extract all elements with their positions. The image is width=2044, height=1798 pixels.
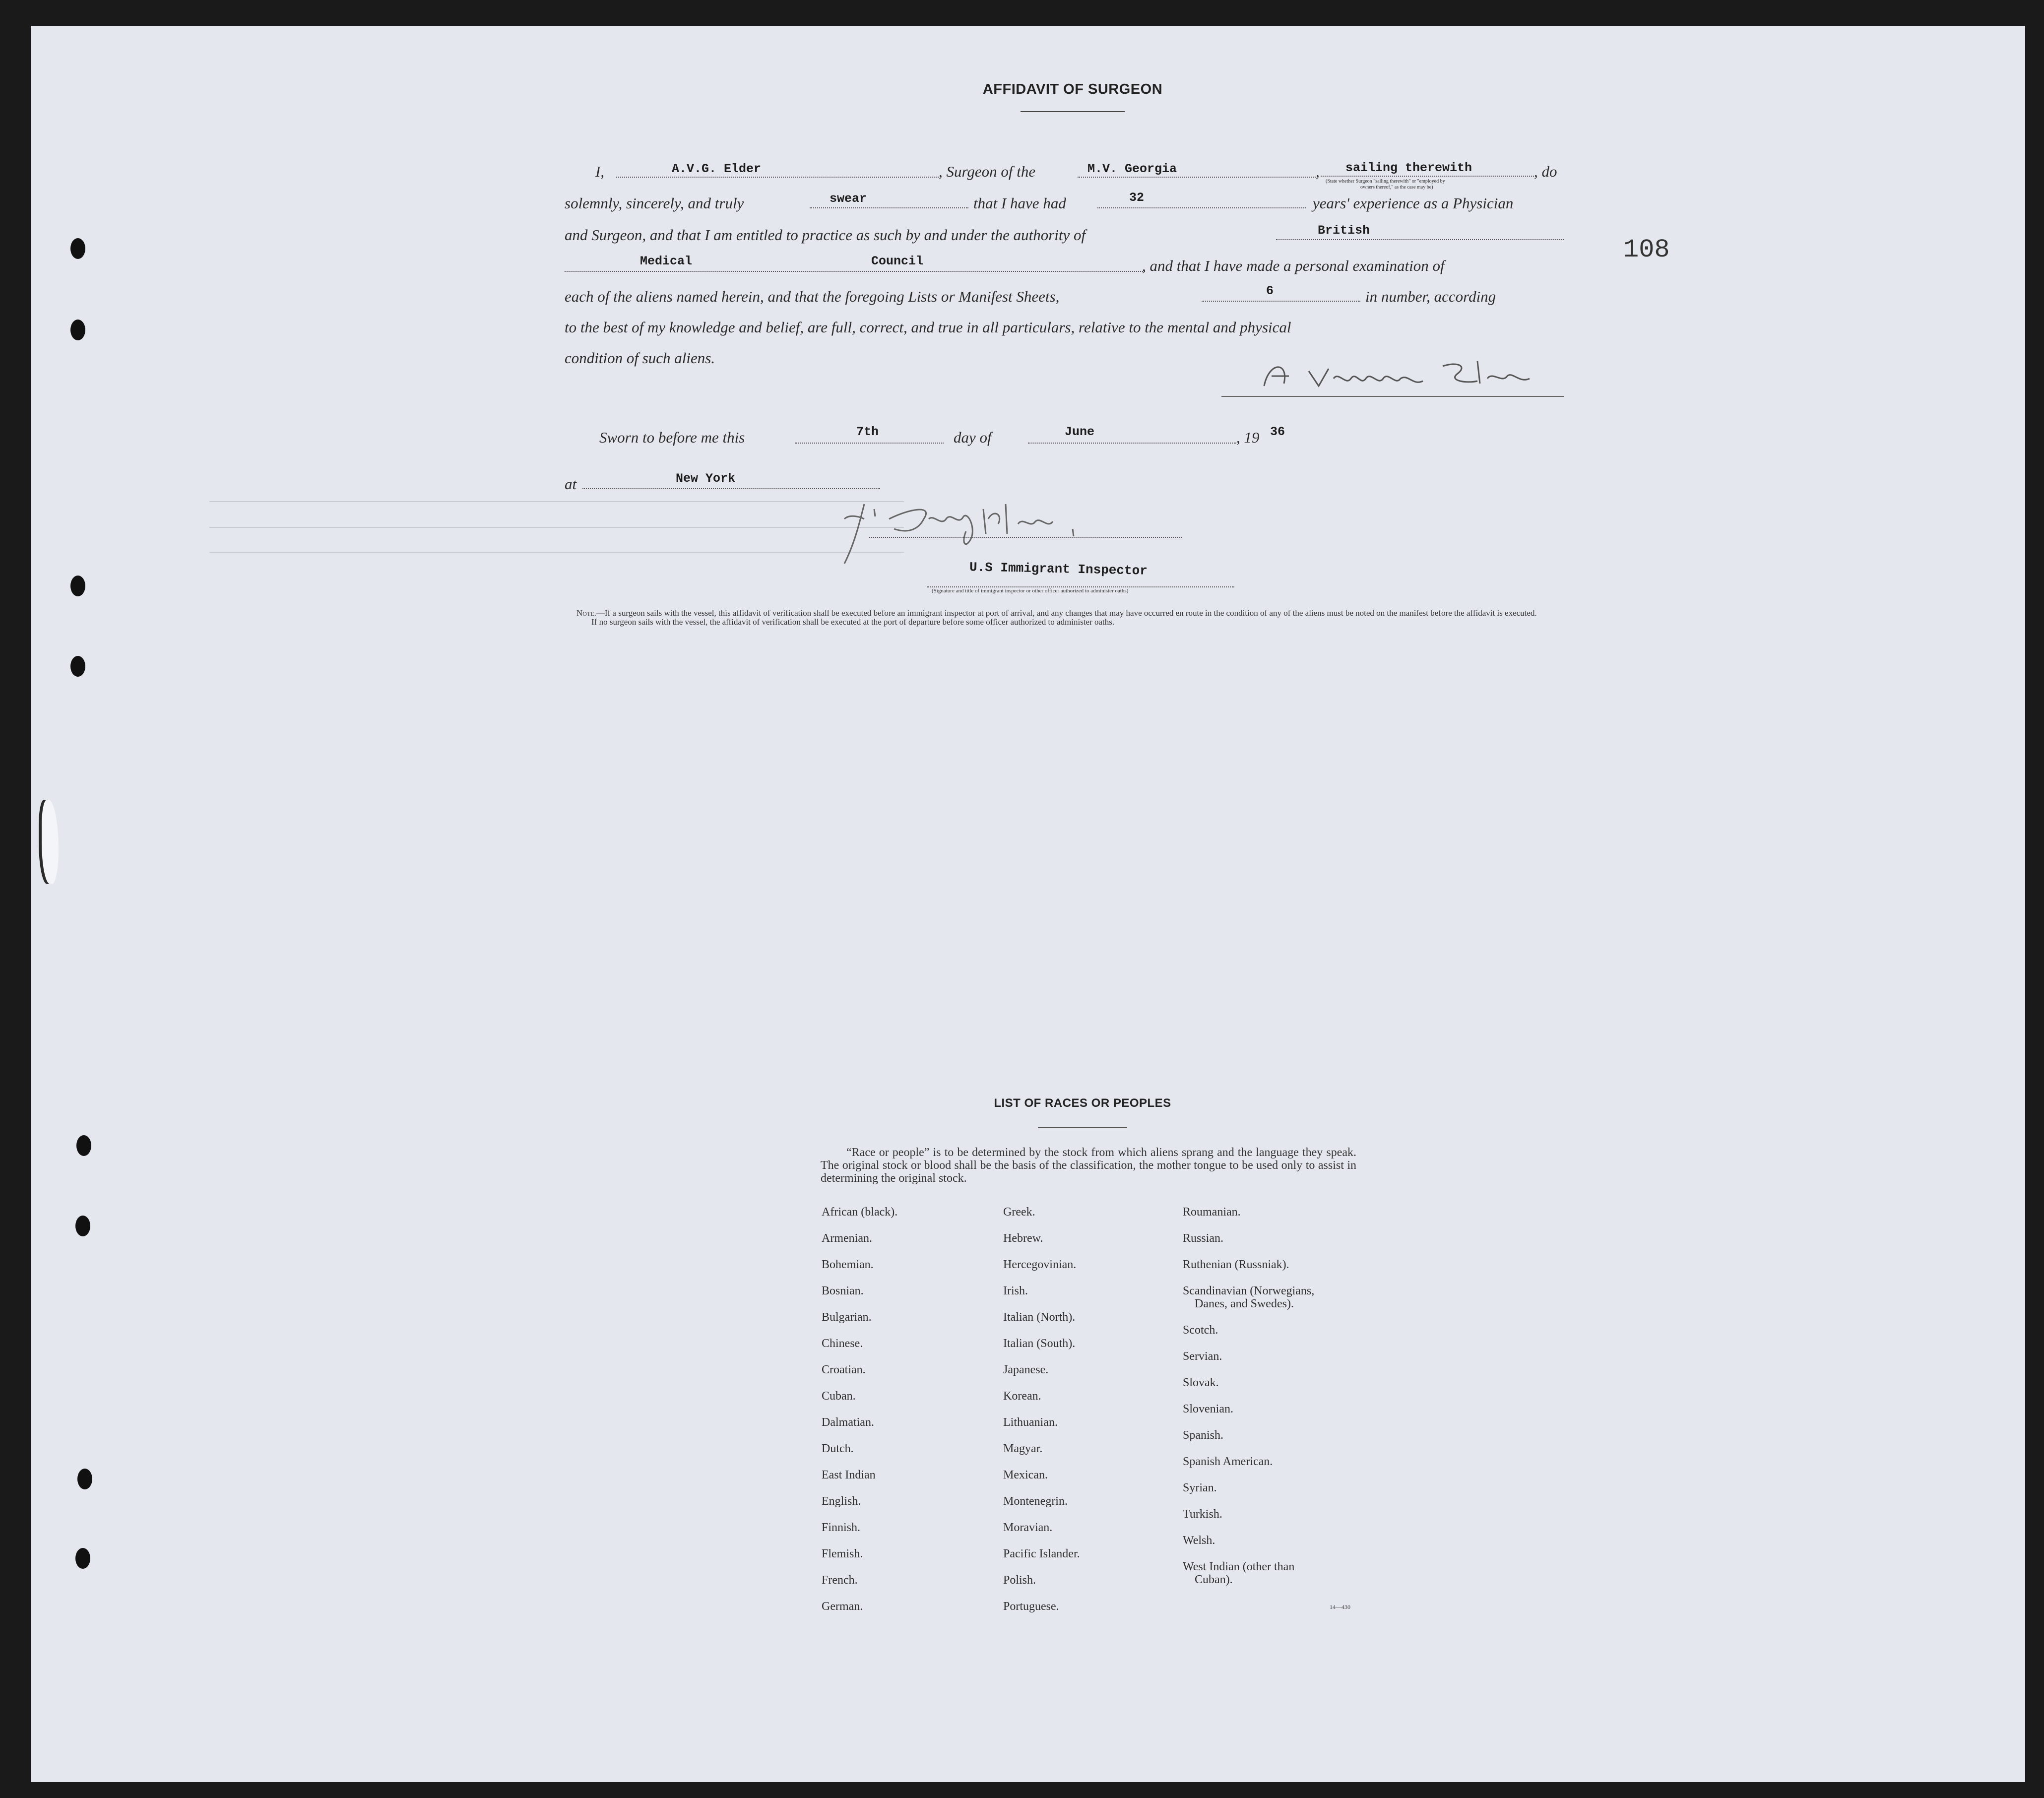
race-item: French. (822, 1574, 858, 1587)
race-item: Montenegrin. (1003, 1495, 1068, 1508)
race-item: Finnish. (822, 1521, 861, 1534)
sworn-place: New York (676, 471, 736, 486)
race-item: African (black). (822, 1206, 898, 1219)
oath-word: swear (830, 192, 867, 206)
form-code: 14—430 (1330, 1604, 1350, 1610)
paper-tear (42, 800, 59, 884)
surgeon-name-line (616, 177, 939, 178)
line1-comma: , (1316, 163, 1320, 180)
race-item: Chinese. (822, 1337, 863, 1350)
years-experience: 32 (1129, 191, 1145, 205)
race-item: East Indian (822, 1469, 876, 1481)
surgeon-signature (1259, 356, 1537, 396)
race-item: Lithuanian. (1003, 1416, 1058, 1429)
race-item: German. (822, 1600, 863, 1613)
line1-prefix: I, (595, 163, 605, 180)
race-item: Moravian. (1003, 1521, 1053, 1534)
line1-mid: , Surgeon of the (939, 163, 1036, 180)
race-item: Bosnian. (822, 1284, 864, 1297)
punch-hole (75, 1216, 90, 1236)
note-label: Note. (576, 608, 596, 618)
line5-suffix: in number, according (1365, 288, 1496, 305)
race-item: Slovak. (1183, 1376, 1219, 1389)
punch-hole (70, 238, 85, 259)
race-item: Irish. (1003, 1284, 1028, 1297)
line2-suffix: years' experience as a Physician (1313, 194, 1514, 212)
bleed-line (209, 527, 904, 528)
line7-text: condition of such aliens. (565, 349, 715, 367)
race-item: Greek. (1003, 1206, 1035, 1219)
race-item: Bohemian. (822, 1258, 874, 1271)
status-line (1321, 176, 1534, 177)
race-item: Hercegovinian. (1003, 1258, 1077, 1271)
page-number: 108 (1623, 235, 1670, 264)
race-item: Italian (South). (1003, 1337, 1076, 1350)
oath-line (810, 207, 968, 208)
line3-text: and Surgeon, and that I am entitled to practice as such by and under the authority of (565, 226, 1086, 244)
races-intro: “Race or people” is to be determined by the stock from which aliens sprang and the language they speak. The original stock or blood shall be the basis of the classification, the mother tongue to be used only to assist in determining the original stock. (821, 1146, 1356, 1185)
race-item: Mexican. (1003, 1469, 1048, 1481)
race-item: Bulgarian. (822, 1311, 872, 1324)
race-item: Slovenian. (1183, 1403, 1233, 1415)
race-item: Croatian. (822, 1363, 866, 1376)
surgeon-name: A.V.G. Elder (672, 162, 762, 176)
vessel-line (1078, 177, 1316, 178)
race-item: Portuguese. (1003, 1600, 1059, 1613)
note-para-1: —If a surgeon sails with the vessel, this affidavit of verification shall be executed before an immigrant inspector at port of arrival, and any changes that may have occurred en route in the condition of any of the aliens must be noted on the manifest before the affidavit is executed. (596, 608, 1537, 618)
years-line (1097, 207, 1306, 208)
bleed-line (209, 501, 904, 502)
vessel-name: M.V. Georgia (1087, 162, 1177, 176)
line1-suffix: , do (1534, 163, 1557, 180)
punch-hole (76, 1135, 91, 1156)
race-item: Korean. (1003, 1390, 1041, 1403)
punch-hole (75, 1548, 90, 1569)
race-item: Spanish. (1183, 1429, 1224, 1442)
sworn-year: 36 (1270, 425, 1285, 439)
surgeon-signature-line (1221, 396, 1564, 397)
day-line (795, 443, 944, 444)
inspector-signature (834, 489, 1152, 569)
sworn-day-word: day of (954, 429, 992, 446)
authority-part2b: Council (871, 254, 924, 268)
race-item: Hebrew. (1003, 1232, 1043, 1245)
line5-prefix: each of the aliens named herein, and that the foregoing Lists or Manifest Sheets, (565, 288, 1060, 305)
line2-prefix: solemnly, sincerely, and truly (565, 194, 744, 212)
authority-part2a: Medical (640, 254, 693, 268)
race-item: English. (822, 1495, 861, 1508)
race-item: Cuban. (822, 1390, 856, 1403)
affidavit-title: AFFIDAVIT OF SURGEON (982, 81, 1163, 97)
sheets-line (1202, 301, 1360, 302)
punch-hole (70, 656, 85, 677)
race-item: Turkish. (1183, 1508, 1222, 1521)
race-item: Roumanian. (1183, 1206, 1241, 1219)
race-item: Flemish. (822, 1547, 863, 1560)
bleed-line (209, 552, 904, 553)
line2-mid: that I have had (973, 194, 1066, 212)
sworn-prefix: Sworn to before me this (599, 429, 745, 446)
surgeon-status: sailing therewith (1345, 161, 1472, 175)
race-item: Ruthenian (Russniak). (1183, 1258, 1289, 1271)
race-item: Magyar. (1003, 1442, 1043, 1455)
note-para-2: If no surgeon sails with the vessel, the affidavit of verification shall be executed at the port of departure before some officer authorized to administer oaths. (591, 617, 1115, 627)
races-column-2 (1003, 1206, 1080, 1626)
race-item: Servian. (1183, 1350, 1222, 1363)
sworn-year-prefix: , 19 (1236, 429, 1260, 446)
sheet-count: 6 (1266, 284, 1274, 298)
race-item: Russian. (1183, 1232, 1224, 1245)
title-rule (1021, 111, 1125, 112)
punch-hole (77, 1469, 92, 1489)
race-item: Polish. (1003, 1574, 1036, 1587)
line4-suffix: , and that I have made a personal examination of (1142, 257, 1445, 274)
race-item: Pacific Islander. (1003, 1547, 1080, 1560)
race-item: Scandinavian (Norwegians, Danes, and Swedes). (1183, 1284, 1315, 1310)
race-item: Welsh. (1183, 1534, 1215, 1547)
race-item: West Indian (other than Cuban). (1183, 1560, 1295, 1586)
races-title-rule (1038, 1127, 1127, 1128)
line6-text: to the best of my knowledge and belief, are full, correct, and true in all particulars, relative to the mental and physical (565, 319, 1291, 336)
status-note-2: owners thereof," as the case may be) (1360, 185, 1433, 190)
races-column-3 (1183, 1206, 1314, 1600)
month-line (1028, 443, 1236, 444)
race-item: Armenian. (822, 1232, 872, 1245)
punch-hole (70, 320, 85, 340)
race-item: Spanish American. (1183, 1455, 1273, 1468)
inspector-title-line (927, 586, 1234, 587)
inspector-caption: (Signature and title of immigrant inspector or other officer authorized to administer oaths) (932, 588, 1129, 594)
at-prefix: at (565, 475, 577, 493)
inspector-signature-line (869, 537, 1182, 538)
authority-part1: British (1318, 223, 1370, 238)
race-item: Scotch. (1183, 1324, 1218, 1337)
race-item: Syrian. (1183, 1481, 1217, 1494)
document-page (31, 26, 2025, 1782)
sworn-month: June (1065, 425, 1095, 439)
sworn-day: 7th (856, 425, 879, 439)
punch-hole (70, 576, 85, 596)
race-item: Italian (North). (1003, 1311, 1076, 1324)
inspector-title: U.S Immigrant Inspector (969, 560, 1148, 578)
races-title: LIST OF RACES OR PEOPLES (994, 1096, 1171, 1110)
authority-line-1 (1276, 239, 1564, 240)
races-column-1 (822, 1206, 897, 1626)
race-item: Japanese. (1003, 1363, 1049, 1376)
authority-line-2 (565, 271, 1145, 272)
status-note-1: (State whether Surgeon "sailing therewith" or "employed by (1326, 179, 1445, 184)
affidavit-note (576, 609, 1564, 627)
race-item: Dutch. (822, 1442, 854, 1455)
race-item: Dalmatian. (822, 1416, 874, 1429)
